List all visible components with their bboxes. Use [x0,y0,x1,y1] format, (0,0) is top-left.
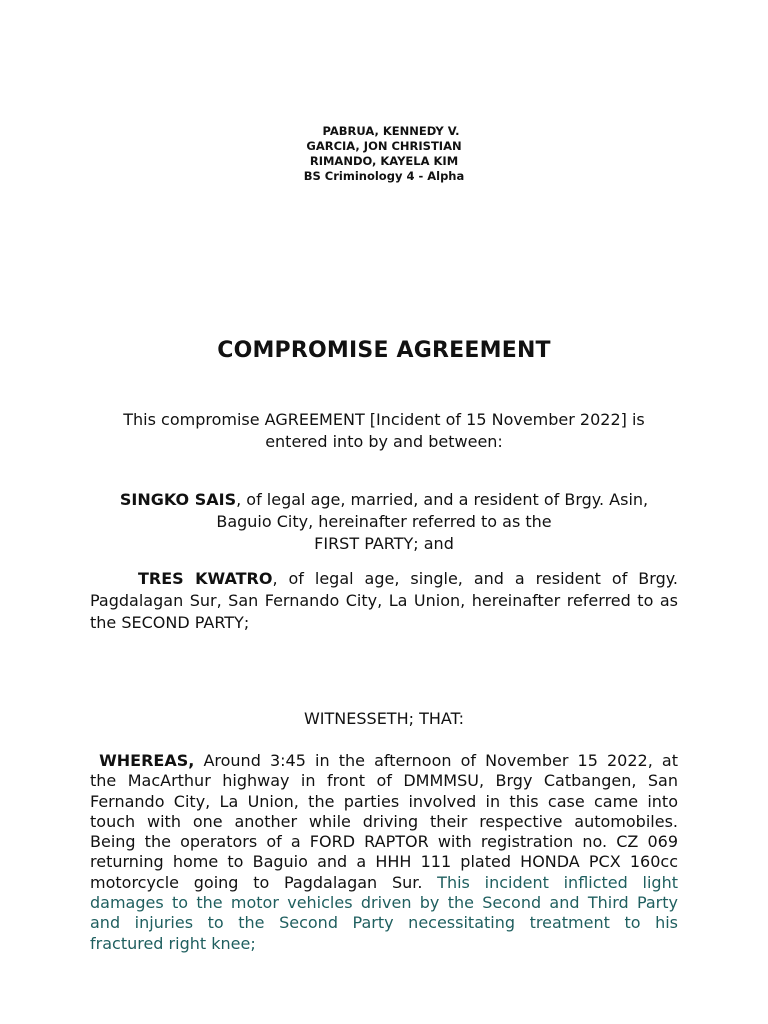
whereas-line-8: damages to the motor vehicles driven by the Second and Third Party [90,893,678,913]
second-party-name: TRES KWATRO [138,569,273,588]
author-name-2: GARCIA, JON CHRISTIAN [306,139,462,153]
first-party-name: SINGKO SAIS [119,490,237,509]
whereas-line-9: and injuries to the Second Party necessitating treatment to his [90,913,678,933]
author-block [0,124,768,184]
witnesseth-heading: WITNESSETH; THAT: [303,709,464,728]
author-name-3: RIMANDO, KAYELA KIM [309,154,459,168]
whereas-line-2: the MacArthur highway in front of DMMMSU, Brgy Catbangen, San [90,771,678,791]
whereas-line-3: Fernando City, La Union, the parties involved in this case came into [90,791,678,811]
whereas-line-4: touch with one another while driving their respective automobiles. [90,811,678,831]
first-party-line-1-text: , of legal age, married, and a resident of Brgy. Asin, [236,490,649,509]
intro-line-1: This compromise AGREEMENT [Incident of 15 November 2022] is [123,410,645,429]
course-section: BS Criminology 4 - Alpha [303,169,465,183]
whereas-label: WHEREAS, [99,751,195,770]
whereas-line-7-highlight: This incident inflicted light [422,872,678,892]
whereas-line-7 [90,873,678,893]
whereas-line-10: fractured right knee; [90,933,256,953]
intro-line-2: entered into by and between: [265,432,503,451]
author-name-1: PABRUA, KENNEDY V. [322,124,460,138]
first-party-paragraph [90,489,678,555]
first-party-line-1 [90,489,678,511]
whereas-line-7-text: motorcycle going to Pagdalagan Sur. [90,872,423,892]
whereas-line-6: returning home to Baguio and a HHH 111 plated HONDA PCX 160cc [90,852,678,872]
second-party-paragraph [90,568,678,634]
whereas-line-1 [90,751,678,771]
whereas-line-1-text: Around 3:45 in the afternoon of November 15 2022, at [194,751,678,770]
first-party-line-2: Baguio City, hereinafter referred to as the [216,512,552,531]
intro-paragraph [90,409,678,453]
first-party-line-3: FIRST PARTY; and [314,534,454,553]
document-title: COMPROMISE AGREEMENT [217,338,551,363]
whereas-line-5: Being the operators of a FORD RAPTOR with registration no. CZ 069 [90,832,678,852]
whereas-paragraph [90,751,678,954]
second-party-text: , of legal age, single, and a resident of Brgy. Pagdalagan Sur, San Fernando City, La Union, hereinafter referred to as the SECOND PARTY; [90,569,679,632]
